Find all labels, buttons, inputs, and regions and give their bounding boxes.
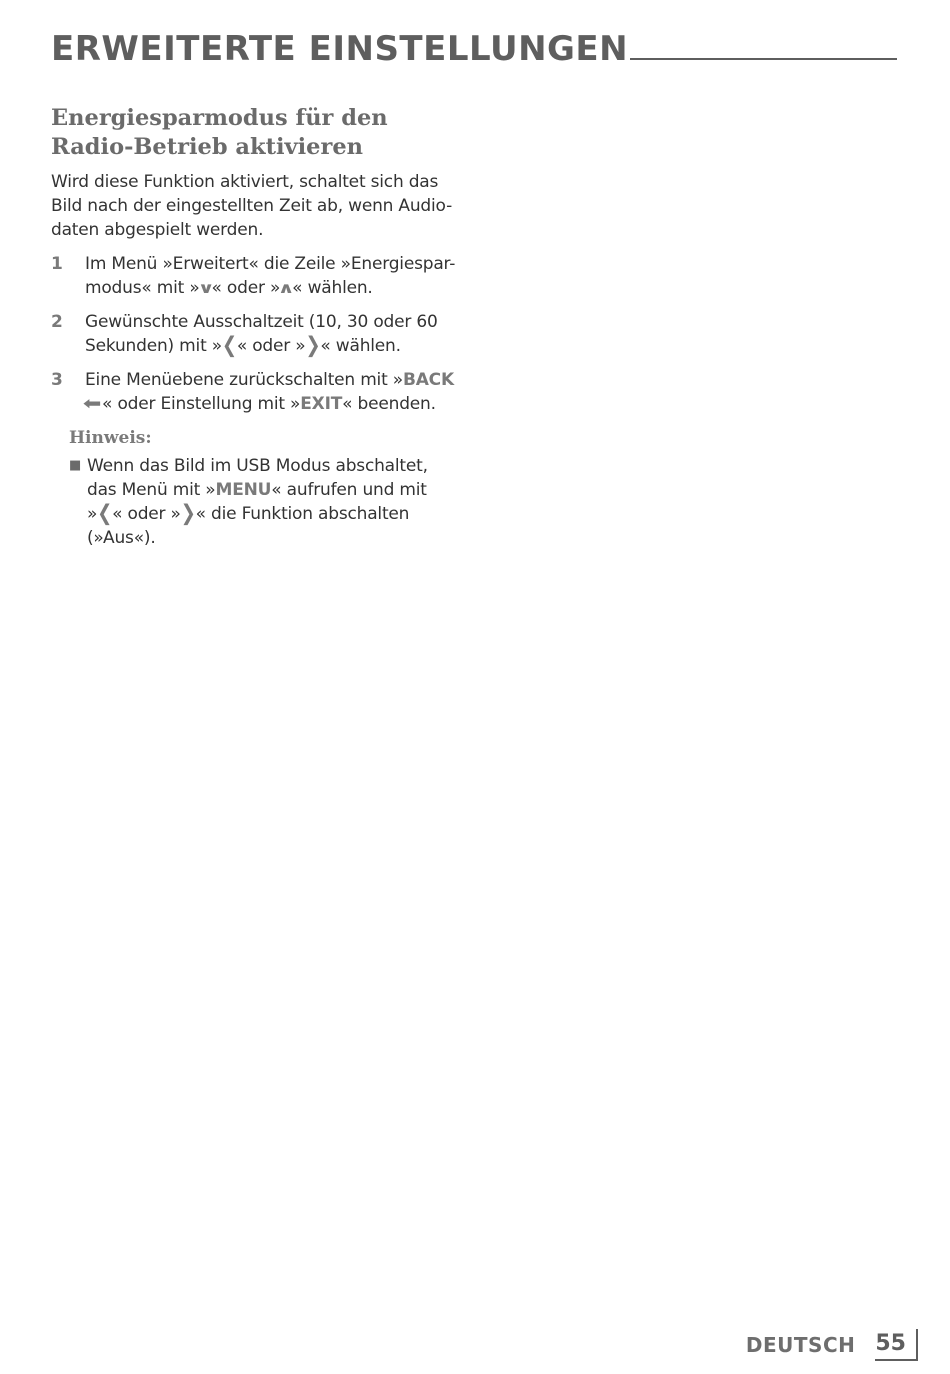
note-title: Hinweis: [69,428,152,448]
step-number: 1 [51,254,63,274]
step-2-line-2c: « wählen. [320,336,401,356]
step-1-line-1: Im Menü »Erweitert« die Zeile »Energiespar- [85,254,456,274]
exit-key-label: EXIT [300,394,343,414]
intro-line-3: daten abgespielt werden. [51,220,264,240]
page-title: ERWEITERTE EINSTELLUNGEN [51,29,629,69]
step-3-line-2b: « beenden. [342,394,436,414]
back-key-label: BACK [402,370,454,390]
content-column [51,104,461,550]
note-box [69,426,461,550]
note-line-2b: « aufrufen und mit [271,480,427,500]
step-1 [51,252,461,300]
step-text [85,252,461,300]
step-3-line-2a: « oder Einstellung mit » [102,394,301,414]
intro-line-1: Wird diese Funktion aktiviert, schaltet sich das [51,172,439,192]
chevron-left-icon: ❮ [97,500,113,526]
step-2-line-2b: « oder » [236,336,306,356]
chevron-down-icon: ∨ [197,279,214,297]
step-1-line-2c: « wählen. [292,278,373,298]
step-text [85,310,461,358]
section-heading-line-1: Energiesparmodus für den [51,105,388,131]
note-item [69,454,461,550]
chevron-right-icon: ❯ [180,500,196,526]
note-line-2a: das Menü mit » [87,480,216,500]
steps-list [51,252,461,416]
step-3-line-1a: Eine Menüebene zurückschalten mit » [85,370,403,390]
square-bullet-icon: ■ [69,458,82,473]
step-number: 2 [51,312,63,332]
step-2-line-2a: Sekunden) mit » [85,336,222,356]
note-line-3b: « oder » [112,504,181,524]
step-1-line-2a: modus« mit » [85,278,200,298]
page-header [51,20,897,69]
section-heading-line-2: Radio-Betrieb aktivieren [51,134,364,160]
note-line-4: (»Aus«). [87,528,156,548]
chevron-up-icon: ∧ [277,279,295,297]
chevron-right-icon: ❯ [305,332,321,358]
intro-paragraph [51,170,461,242]
step-2-line-1: Gewünschte Ausschaltzeit (10, 30 oder 60 [85,312,438,332]
section-heading [51,104,461,162]
step-2 [51,310,461,358]
step-1-line-2b: « oder » [211,278,281,298]
footer-language: DEUTSCH [745,1333,856,1357]
page-number: 55 [875,1329,918,1361]
note-line-3a: » [87,504,98,524]
step-3 [51,368,461,416]
menu-key-label: MENU [215,480,272,500]
note-text [87,454,428,550]
step-text [82,368,461,416]
intro-line-2: Bild nach der eingestellten Zeit ab, wenn Audio- [51,196,452,216]
page-footer [746,1328,918,1362]
back-arrow-icon: ⬅ [82,394,102,414]
note-line-3c: « die Funktion abschalten [195,504,410,524]
step-number: 3 [51,370,63,390]
note-line-1: Wenn das Bild im USB Modus abschaltet, [87,456,428,476]
chevron-left-icon: ❮ [221,332,237,358]
header-rule [630,58,897,60]
